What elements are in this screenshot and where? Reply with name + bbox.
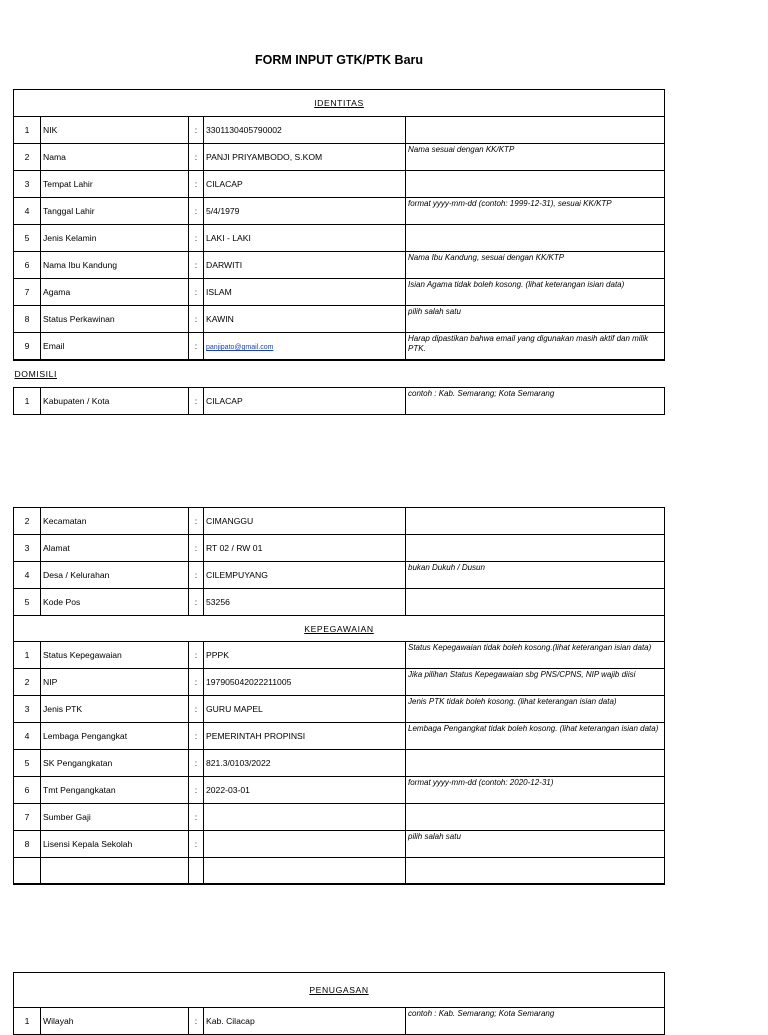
- field-note: Nama Ibu Kandung, sesuai dengan KK/KTP: [406, 252, 665, 279]
- empty-cell[interactable]: [204, 858, 406, 885]
- status-kepegawaian-value[interactable]: PPPK: [204, 642, 406, 669]
- table-row: [14, 279, 665, 306]
- field-label: Tmt Pengangkatan: [41, 777, 189, 804]
- table-row: [14, 696, 665, 723]
- table-row: [14, 225, 665, 252]
- colon: :: [189, 144, 204, 171]
- field-note: Jika pilihan Status Kepegawaian sbg PNS/CPNS, NIP wajib diisi: [406, 669, 665, 696]
- row-number: 7: [14, 279, 41, 306]
- colon: :: [189, 777, 204, 804]
- field-label: Nama Ibu Kandung: [41, 252, 189, 279]
- field-note: [406, 225, 665, 252]
- field-note: Jenis PTK tidak boleh kosong. (lihat keterangan isian data): [406, 696, 665, 723]
- table-row: [14, 589, 665, 616]
- tempat-lahir-value[interactable]: CILACAP: [204, 171, 406, 198]
- penugasan-heading: PENUGASAN: [14, 973, 665, 1008]
- row-number: 2: [14, 508, 41, 535]
- kepegawaian-heading: KEPEGAWAIAN: [14, 616, 665, 642]
- field-note: contoh : Kab. Semarang; Kota Semarang: [406, 1008, 665, 1035]
- row-number: 9: [14, 333, 41, 361]
- table-row: [14, 306, 665, 333]
- nama-ibu-value[interactable]: DARWITI: [204, 252, 406, 279]
- email-link[interactable]: panjipato@gmail.com: [206, 344, 274, 351]
- row-number: 3: [14, 171, 41, 198]
- field-note: Lembaga Pengangkat tidak boleh kosong. (lihat keterangan isian data): [406, 723, 665, 750]
- field-label: Status Kepegawaian: [41, 642, 189, 669]
- form-title: FORM INPUT GTK/PTK Baru: [254, 53, 424, 67]
- tanggal-lahir-value[interactable]: 5/4/1979: [204, 198, 406, 225]
- colon: :: [189, 750, 204, 777]
- field-note: [406, 804, 665, 831]
- row-number: 1: [14, 1008, 41, 1035]
- table-row: [14, 535, 665, 562]
- row-number: 1: [14, 642, 41, 669]
- field-label: SK Pengangkatan: [41, 750, 189, 777]
- alamat-value[interactable]: RT 02 / RW 01: [204, 535, 406, 562]
- table-row: [14, 562, 665, 589]
- row-number: 6: [14, 777, 41, 804]
- row-number: 1: [14, 388, 41, 415]
- row-number: 7: [14, 804, 41, 831]
- colon: :: [189, 535, 204, 562]
- field-label: NIP: [41, 669, 189, 696]
- row-number: 2: [14, 144, 41, 171]
- table-row: [14, 198, 665, 225]
- field-label: Status Perkawinan: [41, 306, 189, 333]
- field-note: Status Kepegawaian tidak boleh kosong.(lihat keterangan isian data): [406, 642, 665, 669]
- colon: :: [189, 279, 204, 306]
- agama-value[interactable]: ISLAM: [204, 279, 406, 306]
- field-label: Email: [41, 333, 189, 361]
- field-label: Jenis PTK: [41, 696, 189, 723]
- row-number: 4: [14, 723, 41, 750]
- desa-value[interactable]: CILEMPUYANG: [204, 562, 406, 589]
- row-number: 3: [14, 535, 41, 562]
- wilayah-value[interactable]: Kab. Cilacap: [204, 1008, 406, 1035]
- field-label: Sumber Gaji: [41, 804, 189, 831]
- field-label: Agama: [41, 279, 189, 306]
- sk-pengangkatan-value[interactable]: 821.3/0103/2022: [204, 750, 406, 777]
- field-label: Tanggal Lahir: [41, 198, 189, 225]
- field-note: Nama sesuai dengan KK/KTP: [406, 144, 665, 171]
- identitas-table: [13, 89, 665, 415]
- field-note: [406, 535, 665, 562]
- domisili-heading: DOMISILI: [14, 360, 665, 388]
- identitas-heading: IDENTITAS: [14, 90, 665, 117]
- empty-cell: [14, 858, 41, 885]
- colon: :: [189, 333, 204, 361]
- row-number: 5: [14, 589, 41, 616]
- row-number: 5: [14, 225, 41, 252]
- penugasan-table: [13, 972, 665, 1035]
- row-number: 5: [14, 750, 41, 777]
- status-perkawinan-value[interactable]: KAWIN: [204, 306, 406, 333]
- colon: :: [189, 171, 204, 198]
- table-row: [14, 750, 665, 777]
- table-row: [14, 669, 665, 696]
- colon: :: [189, 589, 204, 616]
- field-note: [406, 117, 665, 144]
- table-row: [14, 171, 665, 198]
- field-note: pilih salah satu: [406, 831, 665, 858]
- colon: :: [189, 225, 204, 252]
- field-note: [406, 171, 665, 198]
- table-row: [14, 831, 665, 858]
- colon: :: [189, 198, 204, 225]
- row-number: 6: [14, 252, 41, 279]
- field-label: Alamat: [41, 535, 189, 562]
- jenis-kelamin-value[interactable]: LAKI - LAKI: [204, 225, 406, 252]
- colon: :: [189, 508, 204, 535]
- colon: :: [189, 669, 204, 696]
- row-number: 2: [14, 669, 41, 696]
- field-note: bukan Dukuh / Dusun: [406, 562, 665, 589]
- row-number: 4: [14, 198, 41, 225]
- empty-cell: [189, 858, 204, 885]
- kecamatan-value[interactable]: CIMANGGU: [204, 508, 406, 535]
- table-row: [14, 858, 665, 885]
- field-label: Lembaga Pengangkat: [41, 723, 189, 750]
- field-label: Tempat Lahir: [41, 171, 189, 198]
- table-row: [14, 388, 665, 415]
- field-label: Wilayah: [41, 1008, 189, 1035]
- tmt-pengangkatan-value[interactable]: 2022-03-01: [204, 777, 406, 804]
- colon: :: [189, 723, 204, 750]
- kode-pos-value[interactable]: 53256: [204, 589, 406, 616]
- row-number: 4: [14, 562, 41, 589]
- kabupaten-value[interactable]: CILACAP: [204, 388, 406, 415]
- lembaga-pengangkat-value[interactable]: PEMERINTAH PROPINSI: [204, 723, 406, 750]
- colon: :: [189, 804, 204, 831]
- empty-cell: [406, 858, 665, 885]
- field-label: Nama: [41, 144, 189, 171]
- field-note: Isian Agama tidak boleh kosong. (lihat keterangan isian data): [406, 279, 665, 306]
- table-row: [14, 804, 665, 831]
- field-label: Kode Pos: [41, 589, 189, 616]
- table-row: [14, 508, 665, 535]
- row-number: 3: [14, 696, 41, 723]
- colon: :: [189, 562, 204, 589]
- nama-value[interactable]: PANJI PRIYAMBODO, S.KOM: [204, 144, 406, 171]
- kepegawaian-table: [13, 507, 665, 885]
- jenis-ptk-value[interactable]: GURU MAPEL: [204, 696, 406, 723]
- field-note: [406, 508, 665, 535]
- nik-value[interactable]: 3301130405790002: [204, 117, 406, 144]
- row-number: 8: [14, 306, 41, 333]
- field-note: [406, 750, 665, 777]
- colon: :: [189, 831, 204, 858]
- colon: :: [189, 642, 204, 669]
- email-value[interactable]: [204, 333, 406, 361]
- colon: :: [189, 252, 204, 279]
- table-row: [14, 333, 665, 361]
- colon: :: [189, 117, 204, 144]
- colon: :: [189, 1008, 204, 1035]
- field-label: NIK: [41, 117, 189, 144]
- table-row: [14, 252, 665, 279]
- lisensi-kepsek-value[interactable]: [204, 831, 406, 858]
- field-label: Lisensi Kepala Sekolah: [41, 831, 189, 858]
- sumber-gaji-value[interactable]: [204, 804, 406, 831]
- field-note: pilih salah satu: [406, 306, 665, 333]
- field-note: Harap dipastikan bahwa email yang digunakan masih aktif dan milik PTK.: [406, 333, 665, 361]
- table-row: [14, 117, 665, 144]
- empty-cell: [41, 858, 189, 885]
- colon: :: [189, 388, 204, 415]
- field-label: Jenis Kelamin: [41, 225, 189, 252]
- colon: :: [189, 696, 204, 723]
- row-number: 1: [14, 117, 41, 144]
- field-label: Desa / Kelurahan: [41, 562, 189, 589]
- table-row: [14, 723, 665, 750]
- table-row: [14, 144, 665, 171]
- nip-value[interactable]: 197905042022211005: [204, 669, 406, 696]
- field-note: format yyyy-mm-dd (contoh: 2020-12-31): [406, 777, 665, 804]
- colon: :: [189, 306, 204, 333]
- field-label: Kecamatan: [41, 508, 189, 535]
- table-row: [14, 642, 665, 669]
- row-number: 8: [14, 831, 41, 858]
- field-label: Kabupaten / Kota: [41, 388, 189, 415]
- field-note: format yyyy-mm-dd (contoh: 1999-12-31), sesuai KK/KTP: [406, 198, 665, 225]
- table-row: [14, 1008, 665, 1035]
- field-note: [406, 589, 665, 616]
- field-note: contoh : Kab. Semarang; Kota Semarang: [406, 388, 665, 415]
- table-row: [14, 777, 665, 804]
